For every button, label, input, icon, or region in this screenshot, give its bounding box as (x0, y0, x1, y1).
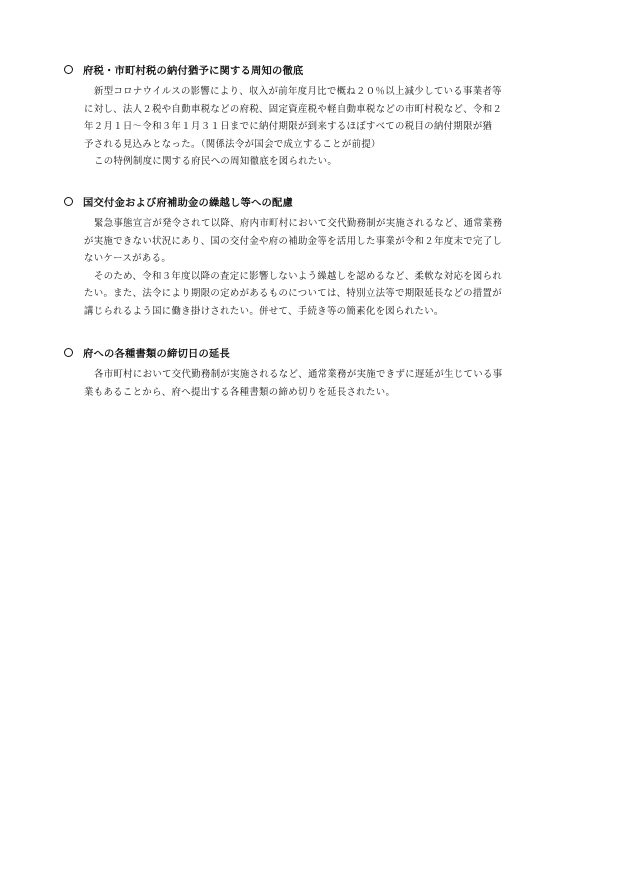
paragraph-line: 講じられるよう国に働き掛けされたい。併せて、手続き等の簡素化を図られたい。 (84, 305, 444, 317)
paragraph-line: そのため、令和３年度以降の査定に影響しないよう繰越しを認めるなど、柔軟な対応を図られ (94, 270, 503, 282)
circle-bullet-icon (64, 197, 73, 206)
section-heading (62, 193, 562, 209)
paragraph-line: 新型コロナウイルスの影響により、収入が前年度月比で概ね２０％以上減少している事業者等 (94, 86, 502, 97)
paragraph-line: 緊急事態宣言が発令されて以降、府内市町村において交代勤務制が実施されるなど、通常業務 (94, 218, 503, 229)
section-body (84, 366, 562, 401)
section-body (84, 215, 562, 320)
section-title: 国交付金および府補助金の繰越し等への配慮 (83, 196, 293, 209)
paragraph-line: 年２月１日～令和３年１月３１日までに納付期限が到来するほぼすべての税目の納付期限が猶 (84, 121, 493, 132)
section-title: 府への各種書類の締切日の延長 (83, 347, 230, 360)
paragraph-line: たい。また、法令により期限の定めがあるものについては、特別立法等で期限延長などの措置が (84, 288, 502, 299)
circle-bullet-icon (64, 348, 73, 357)
section-deadline-extension (62, 344, 562, 401)
paragraph-line: に対し、法人２税や自動車税などの府税、固定資産税や軽自動車税などの市町村税など、令和２ (84, 103, 503, 115)
section-heading (62, 61, 562, 77)
section-body (84, 83, 562, 171)
section-grant-carryover (62, 193, 562, 320)
paragraph-line: が実施できない状況にあり、国の交付金や府の補助金等を活用した事業が令和２年度末で完了し (84, 235, 503, 247)
section-title: 府税・市町村税の納付猶予に関する周知の徹底 (83, 64, 304, 77)
paragraph-line: この特例制度に関する府民への周知徹底を図られたい。 (94, 156, 338, 167)
circle-bullet-icon (64, 65, 73, 74)
paragraph-line: 予される見込みとなった。（関係法令が国会で成立することが前提） (84, 138, 381, 150)
paragraph-line: 各市町村において交代勤務制が実施されるなど、通常業務が実施できずに遅延が生じている事 (94, 369, 503, 380)
paragraph-line: 業もあることから、府へ提出する各種書類の締め切りを延長されたい。 (84, 386, 396, 398)
section-tax-deferral (62, 61, 562, 171)
paragraph-line: ないケースがある。 (84, 253, 172, 264)
section-heading (62, 344, 562, 360)
